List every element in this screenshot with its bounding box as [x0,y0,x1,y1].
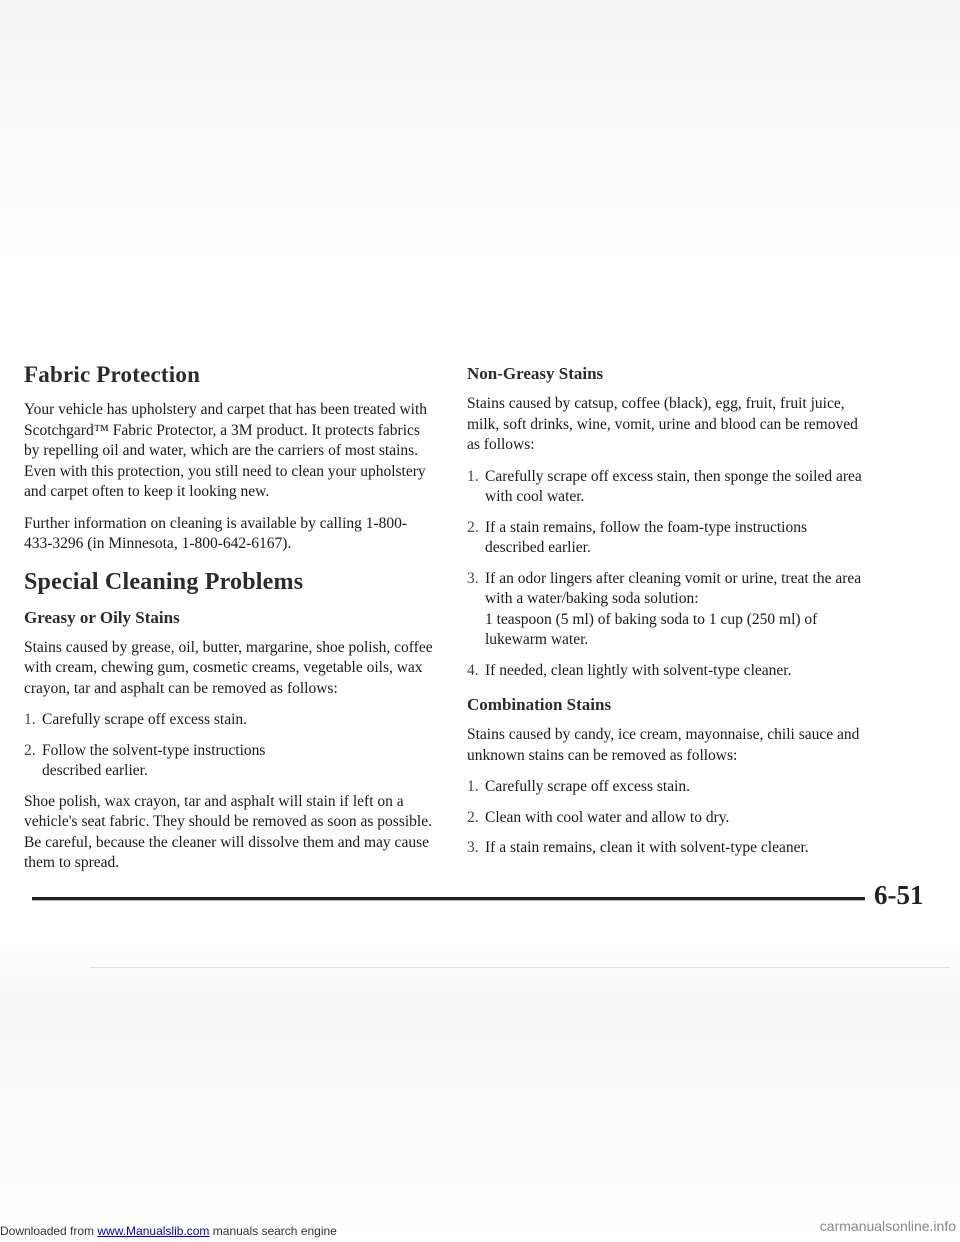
fabric-protection-paragraph: Your vehicle has upholstery and carpet that has been treated with Scotchgard™ Fabric Protector, a 3M product. It protects fabrics by repelling oil and water, which are the carriers of most stains. Even with this protection, you still need to clean your upholstery and carpet often to keep it looking new. [24,401,428,500]
right-column [467,364,867,869]
special-cleaning-heading: Special Cleaning Problems [24,568,304,595]
list-item [467,808,867,829]
step-text-line: Follow the solvent-type instructions [42,741,266,759]
watermark: carmanualsonline.info [819,1218,956,1234]
non-greasy-stains-paragraph: Stains caused by catsup, coffee (black), egg, fruit, fruit juice, milk, soft drinks, wine, vomit, urine and blood can be removed as follows: [467,395,858,453]
combination-stains-paragraph: Stains caused by candy, ice cream, mayonnaise, chili sauce and unknown stains can be removed as follows: [467,726,860,764]
step-number: 1. [467,778,479,795]
list-item [24,710,434,731]
footer-prefix: Downloaded from [0,1224,98,1238]
step-number: 2. [467,518,479,536]
download-footer [0,1224,337,1238]
combination-stains-heading: Combination Stains [467,695,612,714]
step-number: 2. [467,808,479,826]
cleaning-info-paragraph: Further information on cleaning is available by calling 1-800-433-3296 (in Minnesota, 1-800-642-6167). [24,514,408,552]
greasy-stains-paragraph: Stains caused by grease, oil, butter, margarine, shoe polish, coffee with cream, chewing gum, cosmetic creams, vegetable oils, wax crayon, tar and asphalt can be removed as follows: [24,638,433,697]
non-greasy-steps-list [467,467,867,682]
step-number: 1. [467,467,479,485]
left-column [24,362,434,885]
step-text: If a stain remains, follow the foam-type instructions described earlier. [485,518,807,556]
step-text: If needed, clean lightly with solvent-type cleaner. [485,661,792,679]
step-text [42,741,434,782]
footer-suffix: manuals search engine [209,1224,337,1238]
step-text: Clean with cool water and allow to dry. [485,808,730,826]
manualslib-link[interactable]: www.Manualslib.com [97,1224,210,1238]
list-item [467,467,867,508]
greasy-steps-list [24,710,434,782]
list-item [24,741,434,782]
fabric-protection-heading: Fabric Protection [24,362,201,387]
non-greasy-stains-heading: Non-Greasy Stains [467,364,604,383]
list-item [467,838,867,859]
step-number: 4. [467,661,479,679]
step-number: 2. [24,741,36,759]
step-number: 3. [467,839,479,856]
greasy-stains-heading: Greasy or Oily Stains [24,607,180,627]
scan-line [90,967,950,968]
list-item [467,661,867,682]
step-text: Carefully scrape off excess stain, then sponge the soiled area with cool water. [485,467,862,505]
list-item [467,777,867,798]
shoe-polish-paragraph: Shoe polish, wax crayon, tar and asphalt will stain if left on a vehicle's seat fabric. They should be removed as soon as possible. Be careful, because the cleaner will dissolve them and may cause them to spread. [24,792,432,871]
step-text: Carefully scrape off excess stain. [485,778,691,795]
combination-steps-list [467,777,867,859]
step-text: Carefully scrape off excess stain. [42,711,248,728]
step-number: 3. [467,569,479,587]
page-divider [32,897,865,900]
step-text-line: 1 teaspoon (5 ml) of baking soda to 1 cup (250 ml) of lukewarm water. [485,610,818,648]
step-number: 1. [24,711,36,728]
step-text-line: described earlier. [42,762,148,779]
list-item [467,518,867,559]
step-text [485,569,867,651]
list-item [467,569,867,651]
page-number: 6-51 [874,880,924,910]
step-text-line: If an odor lingers after cleaning vomit or urine, treat the area with a water/baking soda solution: [485,569,862,607]
step-text: If a stain remains, clean it with solvent-type cleaner. [485,839,809,856]
